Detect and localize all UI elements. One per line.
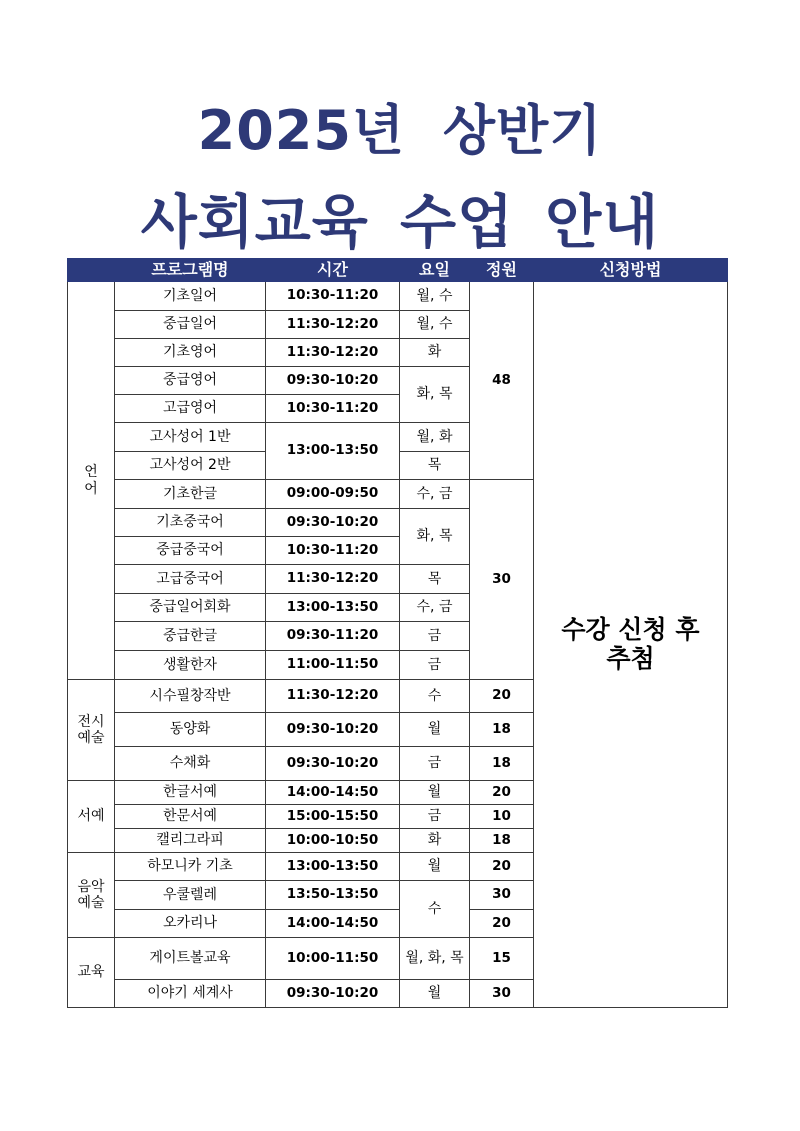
time-cell: 09:30-10:20 — [266, 747, 400, 781]
time-cell: 09:30-10:20 — [266, 509, 400, 537]
header-program: 프로그램명 — [115, 259, 266, 282]
program-cell: 기초일어 — [115, 282, 266, 311]
program-cell: 중급영어 — [115, 367, 266, 395]
program-cell: 한글서예 — [115, 781, 266, 805]
page-title-line1: 2025년 상반기 — [197, 99, 603, 162]
time-cell: 11:30-12:20 — [266, 680, 400, 713]
program-cell: 생활한자 — [115, 651, 266, 680]
days-cell: 수 — [400, 680, 470, 713]
program-cell: 기초한글 — [115, 480, 266, 509]
capacity-cell: 30 — [470, 980, 534, 1008]
program-cell: 수채화 — [115, 747, 266, 781]
time-cell: 10:30-11:20 — [266, 537, 400, 565]
days-cell: 월 — [400, 853, 470, 881]
time-cell: 14:00-14:50 — [266, 781, 400, 805]
program-cell: 기초중국어 — [115, 509, 266, 537]
days-cell: 수, 금 — [400, 480, 470, 509]
days-cell: 월, 수 — [400, 311, 470, 339]
time-cell: 09:30-10:20 — [266, 713, 400, 747]
capacity-cell: 20 — [470, 910, 534, 938]
time-cell: 11:30-12:20 — [266, 565, 400, 594]
days-cell: 화, 목 — [400, 509, 470, 565]
time-cell: 09:30-10:20 — [266, 367, 400, 395]
category-cell: 전시 예술 — [68, 680, 115, 781]
time-cell: 10:00-11:50 — [266, 938, 400, 980]
category-cell: 언 어 — [68, 282, 115, 680]
capacity-cell: 10 — [470, 805, 534, 829]
program-cell: 고급영어 — [115, 395, 266, 423]
program-cell: 기초영어 — [115, 339, 266, 367]
days-cell: 금 — [400, 805, 470, 829]
time-cell: 10:00-10:50 — [266, 829, 400, 853]
capacity-cell: 18 — [470, 713, 534, 747]
capacity-cell: 18 — [470, 829, 534, 853]
program-cell: 중급중국어 — [115, 537, 266, 565]
time-cell: 10:30-11:20 — [266, 395, 400, 423]
days-cell: 월 — [400, 980, 470, 1008]
capacity-cell: 15 — [470, 938, 534, 980]
time-cell: 11:00-11:50 — [266, 651, 400, 680]
time-cell: 14:00-14:50 — [266, 910, 400, 938]
header-category — [68, 259, 115, 282]
capacity-cell: 48 — [470, 282, 534, 480]
table-row — [68, 282, 728, 311]
time-cell: 10:30-11:20 — [266, 282, 400, 311]
header-capacity: 정원 — [470, 259, 534, 282]
capacity-cell: 30 — [470, 881, 534, 910]
program-cell: 한문서예 — [115, 805, 266, 829]
time-cell: 09:30-11:20 — [266, 622, 400, 651]
days-cell: 금 — [400, 622, 470, 651]
time-cell: 13:00-13:50 — [266, 594, 400, 622]
program-cell: 고사성어 1반 — [115, 423, 266, 452]
category-cell: 음악 예술 — [68, 853, 115, 938]
capacity-cell: 20 — [470, 853, 534, 881]
program-cell: 동양화 — [115, 713, 266, 747]
program-cell: 하모니카 기초 — [115, 853, 266, 881]
days-cell: 목 — [400, 452, 470, 480]
program-cell: 고급중국어 — [115, 565, 266, 594]
days-cell: 수 — [400, 881, 470, 938]
program-cell: 캘리그라피 — [115, 829, 266, 853]
days-cell: 목 — [400, 565, 470, 594]
time-cell: 13:00-13:50 — [266, 853, 400, 881]
days-cell: 화 — [400, 829, 470, 853]
program-cell: 오카리나 — [115, 910, 266, 938]
capacity-cell: 20 — [470, 680, 534, 713]
time-cell: 15:00-15:50 — [266, 805, 400, 829]
capacity-cell: 30 — [470, 480, 534, 680]
time-cell: 09:30-10:20 — [266, 980, 400, 1008]
days-cell: 월 — [400, 781, 470, 805]
category-cell: 서예 — [68, 781, 115, 853]
time-cell: 11:30-12:20 — [266, 339, 400, 367]
days-cell: 금 — [400, 651, 470, 680]
days-cell: 월, 화 — [400, 423, 470, 452]
schedule-table — [67, 258, 728, 1008]
application-method-cell: 수강 신청 후 추첨 — [534, 282, 728, 1008]
days-cell: 금 — [400, 747, 470, 781]
days-cell: 화, 목 — [400, 367, 470, 423]
program-cell: 중급한글 — [115, 622, 266, 651]
category-cell: 교육 — [68, 938, 115, 1008]
page-title-line2: 사회교육 수업 안내 — [140, 188, 660, 256]
days-cell: 수, 금 — [400, 594, 470, 622]
days-cell: 월, 수 — [400, 282, 470, 311]
program-cell: 중급일어회화 — [115, 594, 266, 622]
time-cell: 13:50-13:50 — [266, 881, 400, 910]
program-cell: 시수필창작반 — [115, 680, 266, 713]
header-days: 요일 — [400, 259, 470, 282]
program-cell: 중급일어 — [115, 311, 266, 339]
days-cell: 화 — [400, 339, 470, 367]
capacity-cell: 20 — [470, 781, 534, 805]
program-cell: 우쿨렐레 — [115, 881, 266, 910]
time-cell: 11:30-12:20 — [266, 311, 400, 339]
header-time: 시간 — [266, 259, 400, 282]
time-cell: 09:00-09:50 — [266, 480, 400, 509]
program-cell: 게이트볼교육 — [115, 938, 266, 980]
header-method: 신청방법 — [534, 259, 728, 282]
days-cell: 월, 화, 목 — [400, 938, 470, 980]
time-cell: 13:00-13:50 — [266, 423, 400, 480]
table-header-row — [68, 259, 728, 282]
program-cell: 이야기 세계사 — [115, 980, 266, 1008]
capacity-cell: 18 — [470, 747, 534, 781]
program-cell: 고사성어 2반 — [115, 452, 266, 480]
days-cell: 월 — [400, 713, 470, 747]
